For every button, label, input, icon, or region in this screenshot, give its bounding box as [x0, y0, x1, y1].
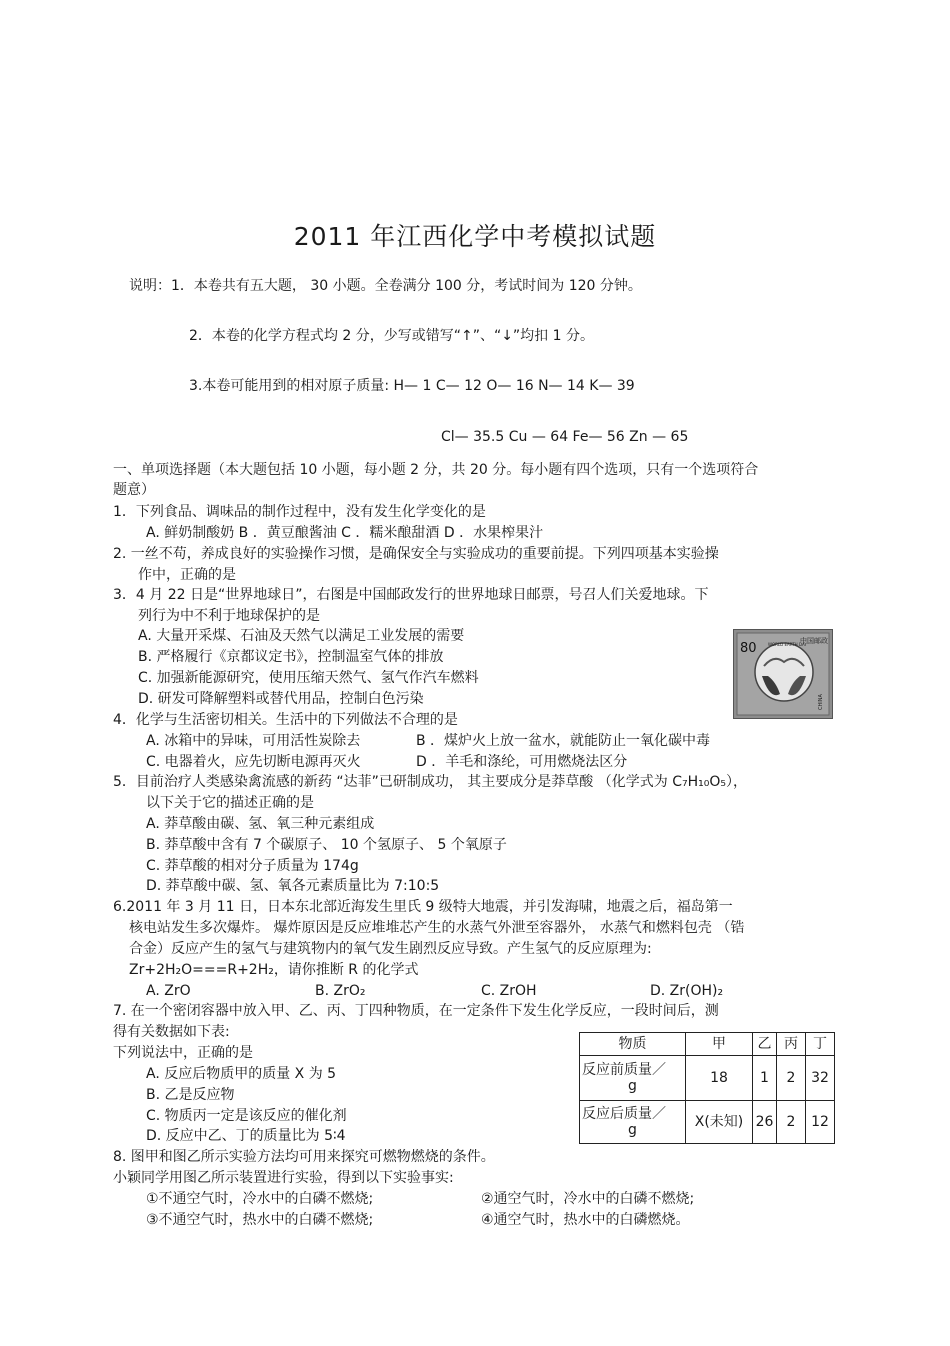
- row-label-unit: g: [628, 1078, 637, 1094]
- table-cell: 1: [753, 1056, 777, 1101]
- q3-option-d: D. 研发可降解塑料或替代用品，控制白色污染: [138, 691, 424, 707]
- note-line-3: 3.本卷可能用到的相对原子质量: H— 1 C— 12 O— 16 N— 14 K— 39: [189, 378, 635, 394]
- q5-option-c: C. 莽草酸的相对分子质量为 174g: [146, 858, 359, 874]
- q8-fact-4: ④通空气时，热水中的白磷燃烧。: [481, 1212, 690, 1228]
- q6-stem: 6.2011 年 3 月 11 日，日本东北部近海发生里氏 9 级特大地震，并引发海啸，地震之后，福岛第一: [113, 899, 733, 915]
- table-header-cell: 甲: [686, 1033, 753, 1056]
- q1-options: A. 鲜奶制酸奶 B ．黄豆酿酱油 C ．糯米酿甜酒 D ．水果榨果汁: [146, 525, 544, 541]
- exam-title: 2011 年江西化学中考模拟试题: [293, 222, 657, 251]
- note-line-1: 说明：1．本卷共有五大题， 30 小题。全卷满分 100 分，考试时间为 120 分钟。: [129, 278, 642, 294]
- q6-option-c: C. ZrOH: [481, 983, 537, 999]
- table-header-cell: 物质: [580, 1033, 686, 1056]
- q6-option-a: A. ZrO: [146, 983, 191, 999]
- q4-option-d: D ．羊毛和涤纶，可用燃烧法区分: [416, 754, 628, 770]
- q3-option-b: B. 严格履行《京都议定书》，控制温室气体的排放: [138, 649, 444, 665]
- q5-option-b: B. 莽草酸中含有 7 个碳原子、 10 个氢原子、 5 个氧原子: [146, 837, 507, 853]
- stamp-country: 中国邮政: [800, 637, 828, 645]
- table-row: [580, 1056, 835, 1101]
- table-cell: 2: [777, 1101, 806, 1144]
- q6-equation: Zr+2H₂O===R+2H₂，请你推断 R 的化学式: [129, 962, 419, 978]
- q8-stem: 8. 图甲和图乙所示实验方法均可用来探究可燃物燃烧的条件。: [113, 1149, 495, 1165]
- q2-stem: 2. 一丝不苟，养成良好的实验操作习惯，是确保安全与实验成功的重要前提。下列四项基本实验操: [113, 546, 719, 562]
- q4-stem: 4．化学与生活密切相关。生活中的下列做法不合理的是: [113, 712, 458, 728]
- q7-stem: 7. 在一个密闭容器中放入甲、乙、丙、丁四种物质，在一定条件下发生化学反应，一段时间后，测: [113, 1003, 719, 1019]
- table-cell: 26: [753, 1101, 777, 1144]
- table-row-label: [580, 1056, 686, 1101]
- table-cell: 32: [806, 1056, 835, 1101]
- q3-stem-cont: 列行为中不利于地球保护的是: [138, 608, 320, 624]
- q7-option-c: C. 物质丙一定是该反应的催化剂: [146, 1108, 347, 1124]
- q7-stem-cont: 得有关数据如下表:: [113, 1024, 230, 1040]
- q4-option-b: B ．煤炉火上放一盆水，就能防止一氧化碳中毒: [416, 733, 711, 749]
- stamp-caption: WORLD EARTH DAY: [768, 642, 807, 647]
- q3-option-a: A. 大量开采煤、石油及天然气以满足工业发展的需要: [138, 628, 465, 644]
- q4-option-a: A. 冰箱中的异味，可用活性炭除去: [146, 733, 361, 749]
- q6-stem-cont-1: 核电站发生多次爆炸。 爆炸原因是反应堆堆芯产生的水蒸气外泄至容器外， 水蒸气和燃料包壳 （锆: [129, 920, 745, 936]
- q1-stem: 1．下列食品、调味品的制作过程中，没有发生化学变化的是: [113, 504, 486, 520]
- q7-option-d: D. 反应中乙、丁的质量比为 5∶4: [146, 1128, 346, 1144]
- q7-prompt: 下列说法中，正确的是: [113, 1045, 253, 1061]
- note-line-4: Cl— 35.5 Cu — 64 Fe— 56 Zn — 65: [441, 429, 689, 445]
- row-label-unit: g: [628, 1122, 637, 1138]
- q5-option-d: D. 莽草酸中碳、氢、氧各元素质量比为 7:10:5: [146, 878, 440, 894]
- q8-stem-cont: 小颖同学用图乙所示装置进行实验，得到以下实验事实:: [113, 1170, 454, 1186]
- row-label-line: 反应前质量／: [582, 1062, 666, 1078]
- earth-day-stamp: [733, 629, 833, 719]
- q5-stem-cont: 以下关于它的描述正确的是: [146, 795, 314, 811]
- section1-heading: 一、单项选择题（本大题包括 10 小题，每小题 2 分，共 20 分。每小题有四个选项，只有一个选项符合: [113, 462, 759, 478]
- q5-stem: 5．目前治疗人类感染禽流感的新药 “达菲”已研制成功， 其主要成分是莽草酸 （化学式为 C₇H₁₀O₅），: [113, 774, 747, 790]
- q5-option-a: A. 莽草酸由碳、氢、氧三种元素组成: [146, 816, 375, 832]
- q7-option-b: B. 乙是反应物: [146, 1087, 235, 1103]
- table-header-cell: 丁: [806, 1033, 835, 1056]
- q2-stem-cont: 作中，正确的是: [138, 567, 236, 583]
- table-cell: X(未知): [686, 1101, 753, 1144]
- stamp-value: 80: [740, 641, 757, 656]
- table-header-cell: 丙: [777, 1033, 806, 1056]
- table-row: [580, 1033, 835, 1056]
- row-label-line: 反应后质量／: [582, 1106, 666, 1122]
- q6-option-d: D. Zr(OH)₂: [650, 983, 724, 999]
- q6-option-b: B. ZrO₂: [315, 983, 366, 999]
- q4-option-c: C. 电器着火，应先切断电源再灭火: [146, 754, 361, 770]
- note-line-2: 2．本卷的化学方程式均 2 分，少写或错写“↑”、“↓”均扣 1 分。: [189, 328, 594, 344]
- table-header-cell: 乙: [753, 1033, 777, 1056]
- q7-option-a: A. 反应后物质甲的质量 X 为 5: [146, 1066, 337, 1082]
- earth-hands-stamp-icon: [734, 630, 832, 718]
- stamp-country-en: CHINA: [818, 694, 824, 710]
- q3-stem: 3．4 月 22 日是“世界地球日”，右图是中国邮政发行的世界地球日邮票，号召人们关爱地球。下: [113, 587, 709, 603]
- q8-fact-3: ③不通空气时，热水中的白磷不燃烧;: [146, 1212, 374, 1228]
- table-cell: 18: [686, 1056, 753, 1101]
- table-row-label: [580, 1101, 686, 1144]
- table-cell: 12: [806, 1101, 835, 1144]
- q8-fact-2: ②通空气时，冷水中的白磷不燃烧;: [481, 1191, 695, 1207]
- q6-stem-cont-2: 合金）反应产生的氢气与建筑物内的氧气发生剧烈反应导致。产生氢气的反应原理为:: [129, 941, 652, 957]
- table-row: [580, 1101, 835, 1144]
- q3-option-c: C. 加强新能源研究，使用压缩天然气、氢气作汽车燃料: [138, 670, 479, 686]
- section1-heading-cont: 题意）: [113, 482, 155, 498]
- table-cell: 2: [777, 1056, 806, 1101]
- q7-data-table: [579, 1032, 835, 1144]
- q8-fact-1: ①不通空气时，冷水中的白磷不燃烧;: [146, 1191, 374, 1207]
